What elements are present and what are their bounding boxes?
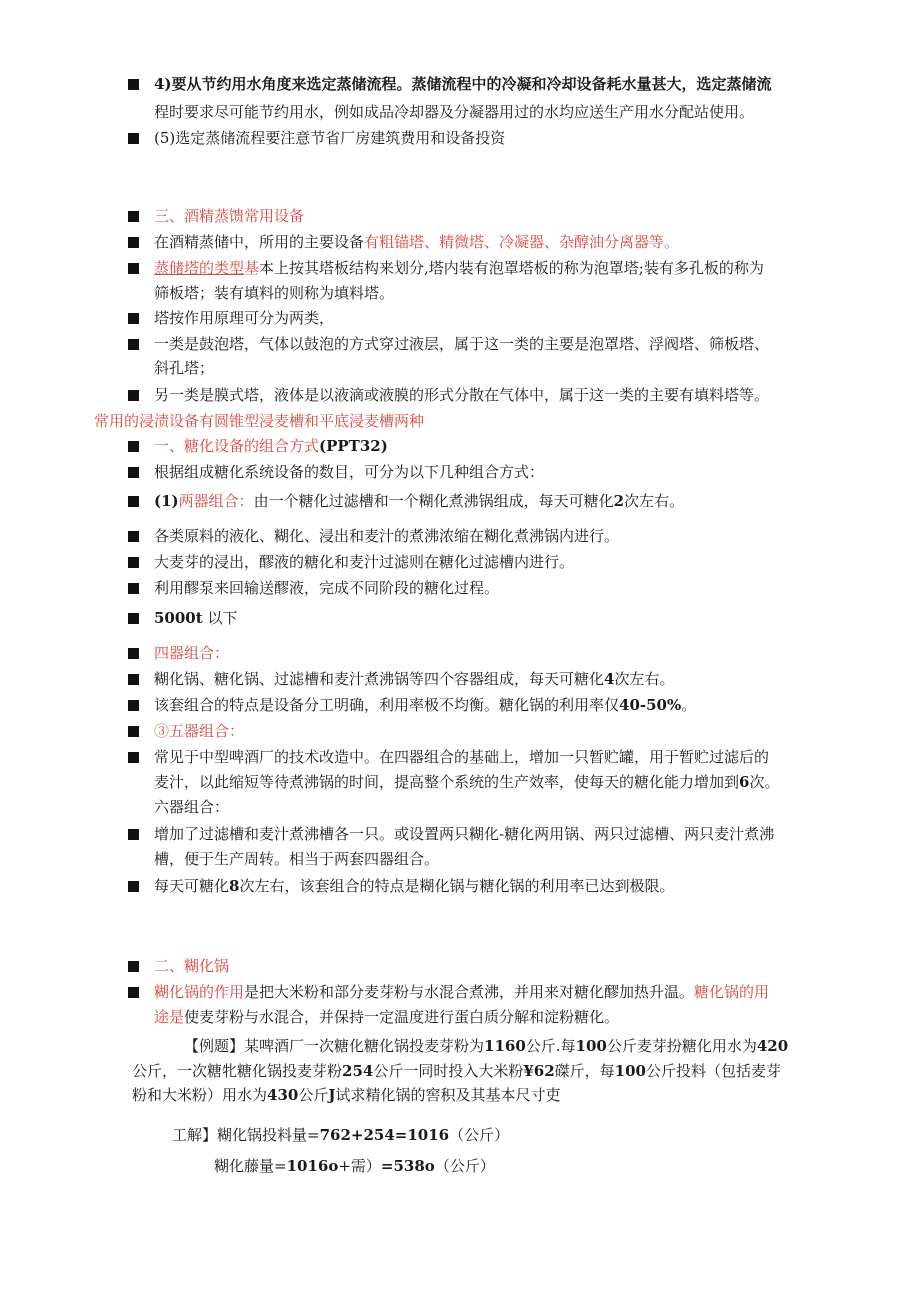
bullet-icon <box>128 390 139 401</box>
bullet-icon <box>128 752 139 763</box>
text: 254 <box>342 1062 374 1080</box>
highlight-text: 有粗锚塔、精微塔、冷凝器、杂醇油分离器等。 <box>364 233 680 251</box>
text: (1) <box>154 492 179 510</box>
paragraph-line: 槽，便于生产周转。相当于两套四器组合。 <box>154 850 440 868</box>
highlight-text: 两器组合： <box>178 492 254 510</box>
paragraph-line <box>154 1006 619 1028</box>
text: （公斤） <box>434 1157 495 1175</box>
section-heading: 四器组合： <box>154 644 230 662</box>
paragraph-line: 塔按作用原理可分为两类， <box>154 309 335 327</box>
text: 100 <box>575 1037 607 1055</box>
bullet-icon <box>128 467 139 478</box>
paragraph-line: 增加了过滤槽和麦汁煮沸槽各一只。或设置两只糊化-糖化两用锅、两只过滤槽、两只麦汁煮沸 <box>154 825 775 843</box>
paragraph-line <box>154 490 684 512</box>
text: 麦汁，以此缩短等待煮沸锅的时间，提高整个系统的生产效率，使每天的糖化能力增加到 <box>154 773 740 791</box>
text: 每天可糖化 <box>154 877 230 895</box>
text: 使麦芽粉与水混合，并保持一定温度进行蛋白质分解和淀粉糖化。 <box>184 1008 620 1026</box>
paragraph-line: 斜孔塔； <box>154 359 215 377</box>
section-heading: 三、酒精蒸馈常用设备 <box>154 207 305 225</box>
text: 6 <box>739 773 750 791</box>
text: 本上按其塔板结构来划分,塔内装有泡罩塔板的称为泡罩塔;装有多孔板的称为 <box>259 259 764 277</box>
text: 次左右。 <box>614 670 675 688</box>
bullet-icon <box>128 441 139 452</box>
text: 是把大米粉和部分麦芽粉与水混合煮沸，并用来对糖化醪加热升温。 <box>244 983 695 1001</box>
text: 由一个糖化过滤槽和一个糊化煮沸锅组成，每天可糖化 <box>253 492 614 510</box>
paragraph-line <box>154 73 772 95</box>
text: 762+254=1016 <box>319 1126 450 1144</box>
text: 工解】糊化锅投料量= <box>172 1126 320 1144</box>
example-line <box>184 1035 788 1057</box>
bullet-icon <box>128 700 139 711</box>
paragraph-line <box>154 231 679 253</box>
text: 糊化藤量= <box>214 1157 287 1175</box>
text: 4)要从节约用水角度来选定蒸储流程。蒸储流程中的冷凝和冷却设备耗水量甚大，选定蒸储流 <box>154 75 772 93</box>
text: 次左右。 <box>624 492 685 510</box>
paragraph-line: 程时要求尽可能节约用水，例如成品冷却器及分凝器用过的水均应送生产用水分配站使用。 <box>154 103 755 121</box>
text: 公斤投料（包括麦芽 <box>645 1062 781 1080</box>
bullet-icon <box>128 79 139 90</box>
text: 1160 <box>484 1037 526 1055</box>
text: 粉和大米粉）用水为 <box>132 1086 268 1104</box>
bullet-icon <box>128 263 139 274</box>
text: 100 <box>614 1062 646 1080</box>
text: ¥62 <box>523 1062 555 1080</box>
bullet-icon <box>128 133 139 144</box>
bullet-icon <box>128 339 139 350</box>
text: +需） <box>338 1157 381 1175</box>
bullet-icon <box>128 583 139 594</box>
text: 公斤一同时投入大米粉 <box>373 1062 524 1080</box>
text: 次。 <box>749 773 780 791</box>
section-heading: 二、糊化锅 <box>154 957 230 975</box>
text: 在酒精蒸储中，所用的主要设备 <box>154 233 365 251</box>
bullet-icon <box>128 648 139 659</box>
text: 公斤，一次糖牝糖化锅投麦芽粉 <box>132 1062 343 1080</box>
paragraph-line: 常用的浸渍设备有圆锥型浸麦槽和平底浸麦槽两种 <box>94 412 425 430</box>
paragraph-line <box>154 771 779 793</box>
text: （公斤） <box>449 1126 510 1144</box>
bullet-icon <box>128 613 139 624</box>
text: 次左右，该套组合的特点是糊化锅与糖化锅的利用率已达到极限。 <box>239 877 675 895</box>
text: 磔斤，每 <box>554 1062 615 1080</box>
section-heading <box>154 435 388 457</box>
solution-line <box>172 1124 509 1146</box>
paragraph-line: 根据组成糖化系统设备的数目，可分为以下几种组合方式： <box>154 463 545 481</box>
paragraph-line <box>154 257 764 279</box>
text: 【例题】某啤酒厂一次糖化糖化锅投麦芽粉为 <box>184 1037 485 1055</box>
paragraph-line: 各类原料的液化、糊化、浸出和麦汁的煮沸浓缩在糊化煮沸锅内进行。 <box>154 527 620 545</box>
paragraph-line: 筛板塔；装有填料的则称为填料塔。 <box>154 284 395 302</box>
paragraph-line: 一类是鼓泡塔，气体以鼓泡的方式穿过液层，属于这一类的主要是泡罩塔、浮阀塔、筛板塔、 <box>154 335 770 353</box>
paragraph-line <box>154 668 674 690</box>
bullet-icon <box>128 829 139 840</box>
text: 5000t <box>154 609 203 627</box>
text: 40-50% <box>619 696 682 714</box>
bullet-icon <box>128 987 139 998</box>
text: 4 <box>604 670 615 688</box>
paragraph-line <box>154 981 769 1003</box>
paragraph-line <box>154 875 674 897</box>
text: 。 <box>681 696 697 714</box>
text: 2 <box>613 492 625 510</box>
paragraph-line: 六器组合： <box>154 798 230 816</box>
section-heading: ③五器组合： <box>154 722 245 740</box>
text: 试求精化锅的窖积及其基本尺寸吏 <box>335 1086 561 1104</box>
text: (PPT32) <box>319 437 388 455</box>
text: 以下 <box>207 609 238 627</box>
example-line <box>132 1084 560 1106</box>
text: 公斤 <box>298 1086 329 1104</box>
highlight-text: 一、糖化设备的组合方式 <box>154 437 320 455</box>
example-line <box>132 1060 781 1082</box>
bullet-icon <box>128 726 139 737</box>
paragraph-line <box>154 607 237 629</box>
bullet-icon <box>128 531 139 542</box>
text: 420 <box>756 1037 789 1055</box>
highlight-text: 途是 <box>154 1008 185 1026</box>
text: =538o <box>380 1157 435 1175</box>
solution-line <box>214 1155 495 1177</box>
bullet-icon <box>128 881 139 892</box>
bullet-icon <box>128 961 139 972</box>
bullet-icon <box>128 211 139 222</box>
bullet-icon <box>128 557 139 568</box>
text: 糊化锅、糖化锅、过滤槽和麦汁煮沸锅等四个容器组成，每天可糖化 <box>154 670 605 688</box>
bullet-icon <box>128 237 139 248</box>
paragraph-line: 另一类是膜式塔，液体是以液滴或液膜的形式分散在气体中，属于这一类的主要有填料塔等。 <box>154 386 770 404</box>
paragraph-line <box>154 694 696 716</box>
highlight-text: 糊化锅的作用 <box>154 983 245 1001</box>
bullet-icon <box>128 313 139 324</box>
text: 公斤.每 <box>525 1037 576 1055</box>
text: 公斤麦芽扮糖化用水为 <box>606 1037 757 1055</box>
text: 430 <box>267 1086 299 1104</box>
paragraph-line: 利用醪泵来回输送醪液，完成不同阶段的糖化过程。 <box>154 579 500 597</box>
paragraph-line: 大麦芽的浸出，醪液的糖化和麦汁过滤则在糖化过滤槽内进行。 <box>154 553 575 571</box>
highlight-text: 基 <box>244 259 260 277</box>
highlight-text: 糖化锅的用 <box>694 983 770 1001</box>
text: 8 <box>229 877 240 895</box>
text: J <box>328 1086 336 1104</box>
text: 该套组合的特点是设备分工明确，利用率极不均衡。糖化锅的利用率仅 <box>154 696 620 714</box>
paragraph-line: (5)选定蒸储流程要注意节省厂房建筑费用和设备投资 <box>154 129 506 147</box>
text: 1016o <box>286 1157 339 1175</box>
bullet-icon <box>128 496 139 507</box>
highlight-text: 蒸储塔的类型 <box>154 259 245 277</box>
paragraph-line: 常见于中型啤酒厂的技术改造中。在四器组合的基础上，增加一只暂贮罐，用于暂贮过滤后的 <box>154 748 770 766</box>
bullet-icon <box>128 674 139 685</box>
